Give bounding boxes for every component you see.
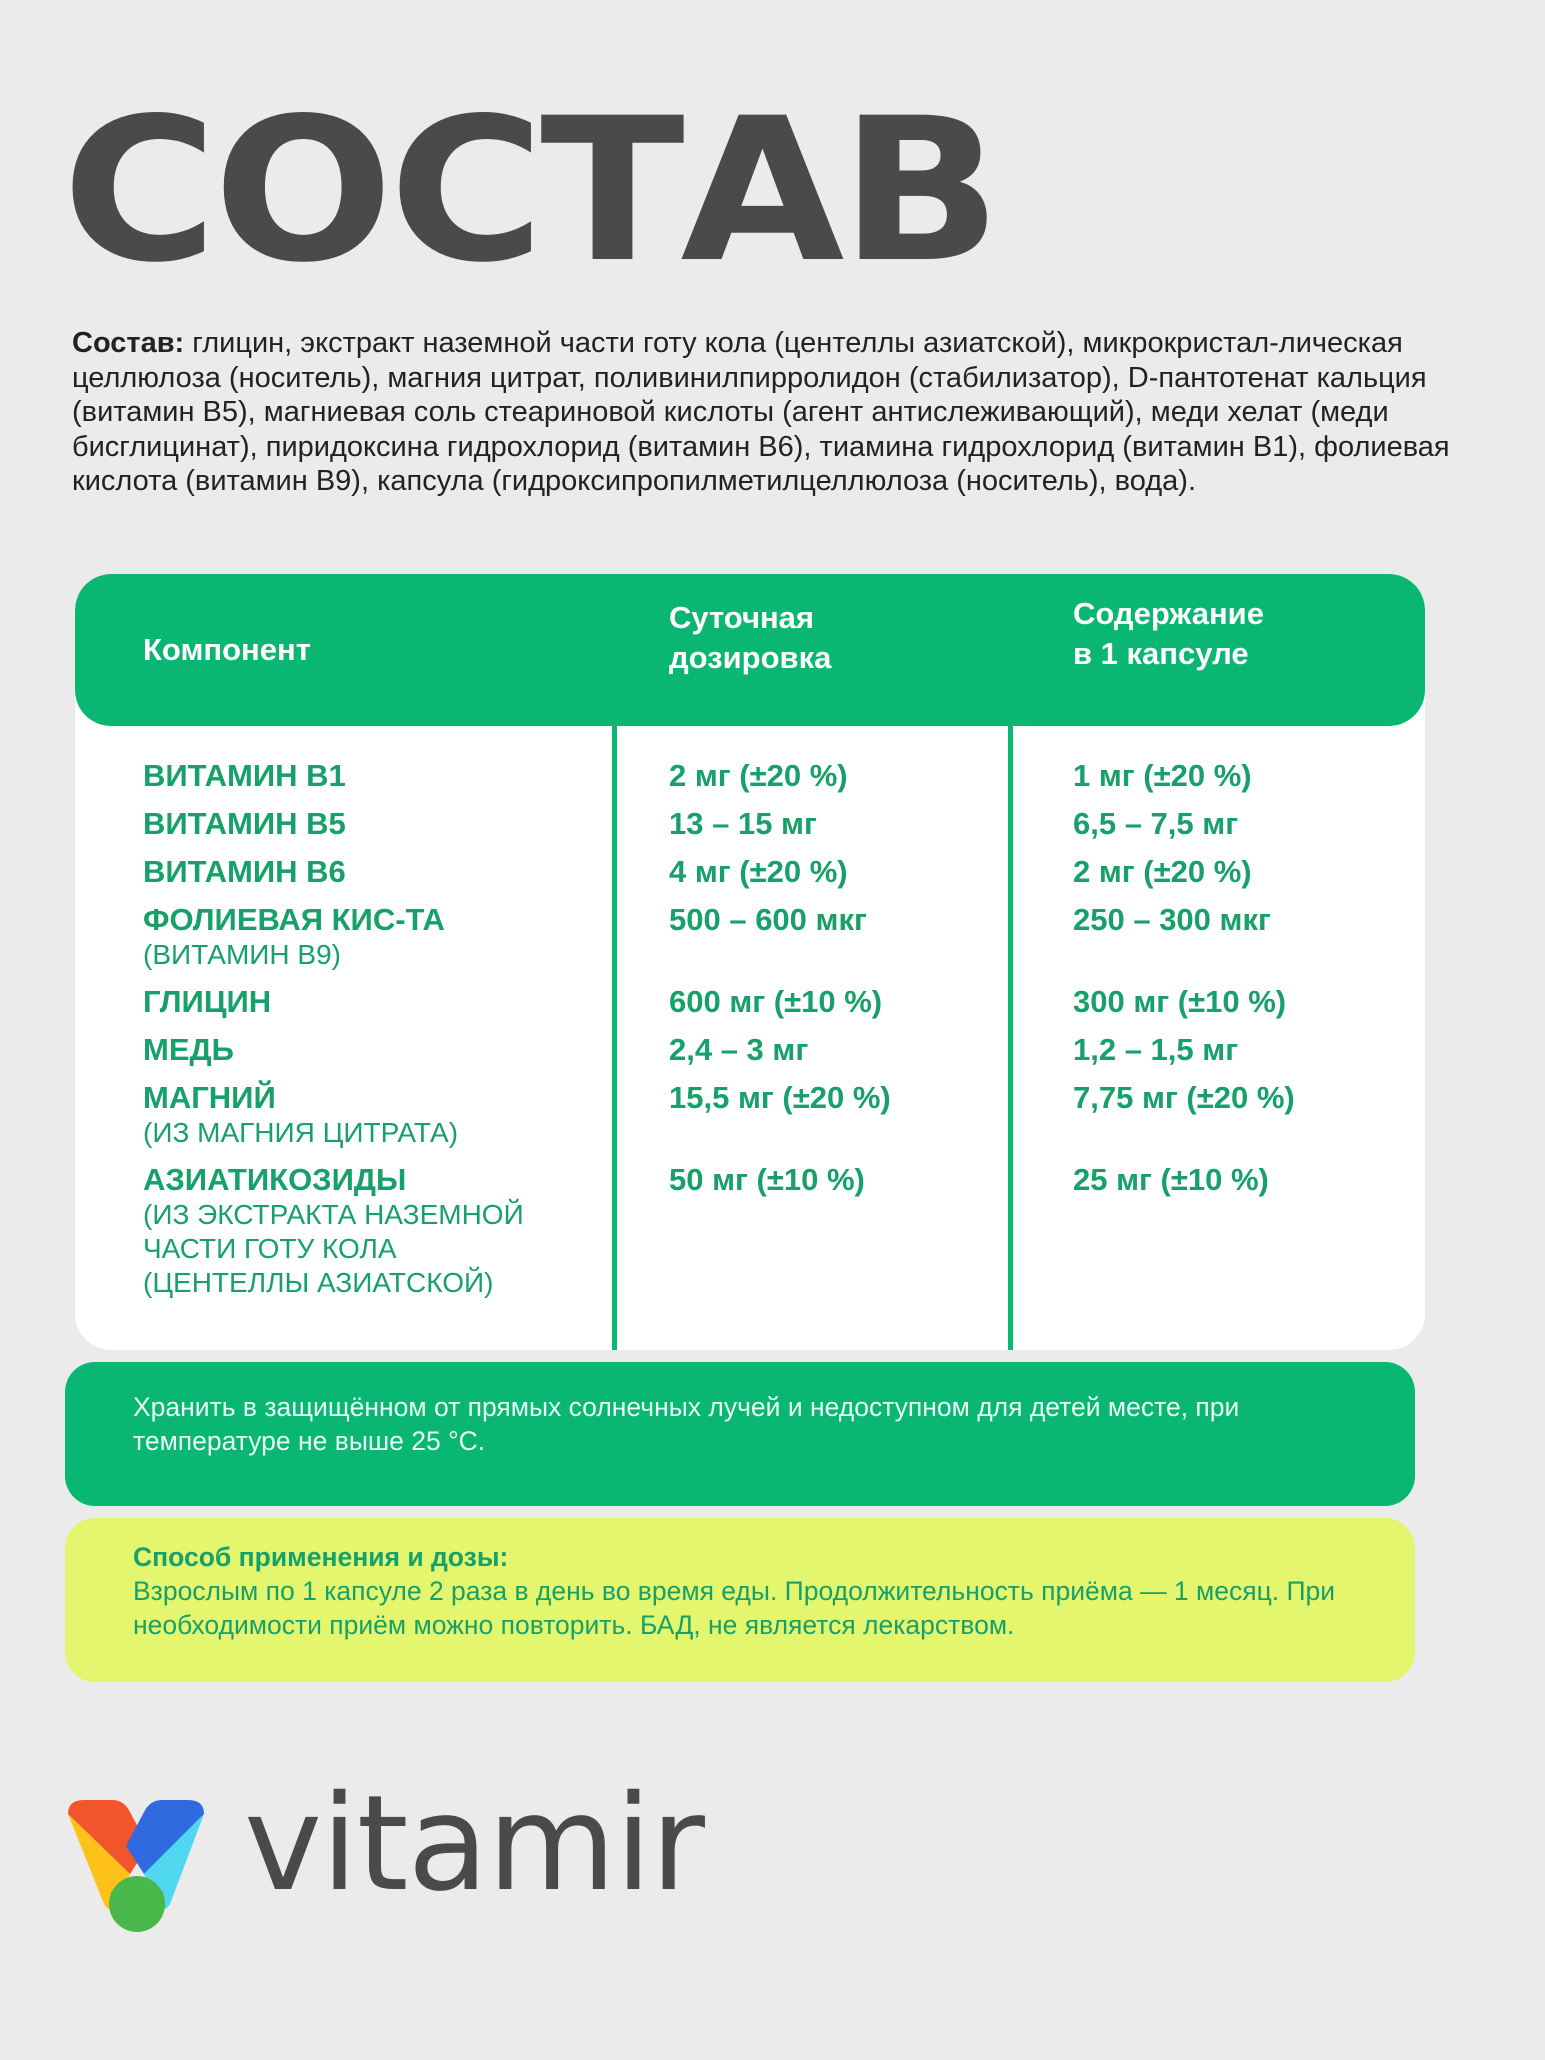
header-capsule-line1: Содержание (1073, 596, 1264, 631)
row-name: ВИТАМИН B6 (143, 854, 346, 889)
row-name: ГЛИЦИН (143, 984, 272, 1019)
row-daily: 15,5 мг (±20 %) (669, 1080, 891, 1115)
row-name: ВИТАМИН B1 (143, 758, 346, 793)
row-daily: 600 мг (±10 %) (669, 984, 883, 1019)
row-note: (ИЗ МАГНИЯ ЦИТРАТА) (143, 1117, 459, 1148)
column-divider (1008, 574, 1013, 1350)
row-capsule: 6,5 – 7,5 мг (1073, 806, 1239, 841)
table-header (75, 574, 1425, 726)
row-daily: 500 – 600 мкг (669, 902, 867, 937)
row-capsule: 250 – 300 мкг (1073, 902, 1271, 937)
row-note: ЧАСТИ ГОТУ КОЛА (143, 1233, 397, 1264)
composition-label: Состав: (72, 327, 185, 359)
column-divider (612, 574, 617, 1350)
nutrition-table (75, 574, 1425, 1350)
header-capsule-line2: в 1 капсуле (1073, 636, 1249, 671)
row-name: ВИТАМИН B5 (143, 806, 346, 841)
row-capsule: 25 мг (±10 %) (1073, 1162, 1269, 1197)
row-daily: 2,4 – 3 мг (669, 1032, 809, 1067)
row-name: ФОЛИЕВАЯ КИС-ТА (143, 902, 445, 937)
row-capsule: 2 мг (±20 %) (1073, 854, 1252, 889)
row-capsule: 1 мг (±20 %) (1073, 758, 1252, 793)
brand-name: vitamir (244, 1767, 704, 1921)
page-title: СОСТАВ (62, 75, 998, 306)
header-component: Компонент (143, 632, 311, 667)
row-capsule: 300 мг (±10 %) (1073, 984, 1287, 1019)
row-name: МЕДЬ (143, 1032, 234, 1067)
header-daily-line2: дозировка (669, 640, 832, 675)
composition-paragraph (72, 326, 1472, 499)
row-daily: 2 мг (±20 %) (669, 758, 848, 793)
row-daily: 4 мг (±20 %) (669, 854, 848, 889)
usage-box (65, 1518, 1415, 1682)
row-daily: 50 мг (±10 %) (669, 1162, 865, 1197)
row-note: (ЦЕНТЕЛЛЫ АЗИАТСКОЙ) (143, 1267, 494, 1298)
composition-text: глицин, экстракт наземной части готу кола (центеллы азиатской), микрокристал-лическая целлюлоза (носитель), магния цитрат, поливинилпирролидон (стабилизатор), D-пантотенат кальция (витамин B5), магниевая соль стеариновой кислоты (агент антислеживающий), меди хелат (меди бисглицинат), пиридоксина гидрохлорид (витамин B6), тиамина гидрохлорид (витамин B1), фолиевая кислота (витамин B9), капсула (гидроксипропилметилцеллюлоза (носитель), вода). (72, 327, 1450, 497)
row-name: АЗИАТИКОЗИДЫ (143, 1162, 407, 1197)
usage-text: Взрослым по 1 капсуле 2 раза в день во время еды. Продолжительность приёма — 1 месяц. При необходимости приём можно повторить. БАД, не является лекарством. (133, 1576, 1336, 1640)
vitamir-logo-icon (60, 1796, 212, 1936)
row-note: (ВИТАМИН B9) (143, 939, 341, 970)
storage-text: Хранить в защищённом от прямых солнечных лучей и недоступном для детей месте, при температуре не выше 25 °С. (133, 1392, 1240, 1456)
row-daily: 13 – 15 мг (669, 806, 817, 841)
usage-title: Способ применения и дозы: (133, 1542, 509, 1572)
row-capsule: 1,2 – 1,5 мг (1073, 1032, 1239, 1067)
header-daily-line1: Суточная (669, 600, 814, 635)
row-note: (ИЗ ЭКСТРАКТА НАЗЕМНОЙ (143, 1199, 524, 1230)
storage-box (65, 1362, 1415, 1506)
row-name: МАГНИЙ (143, 1080, 276, 1115)
row-capsule: 7,75 мг (±20 %) (1073, 1080, 1295, 1115)
